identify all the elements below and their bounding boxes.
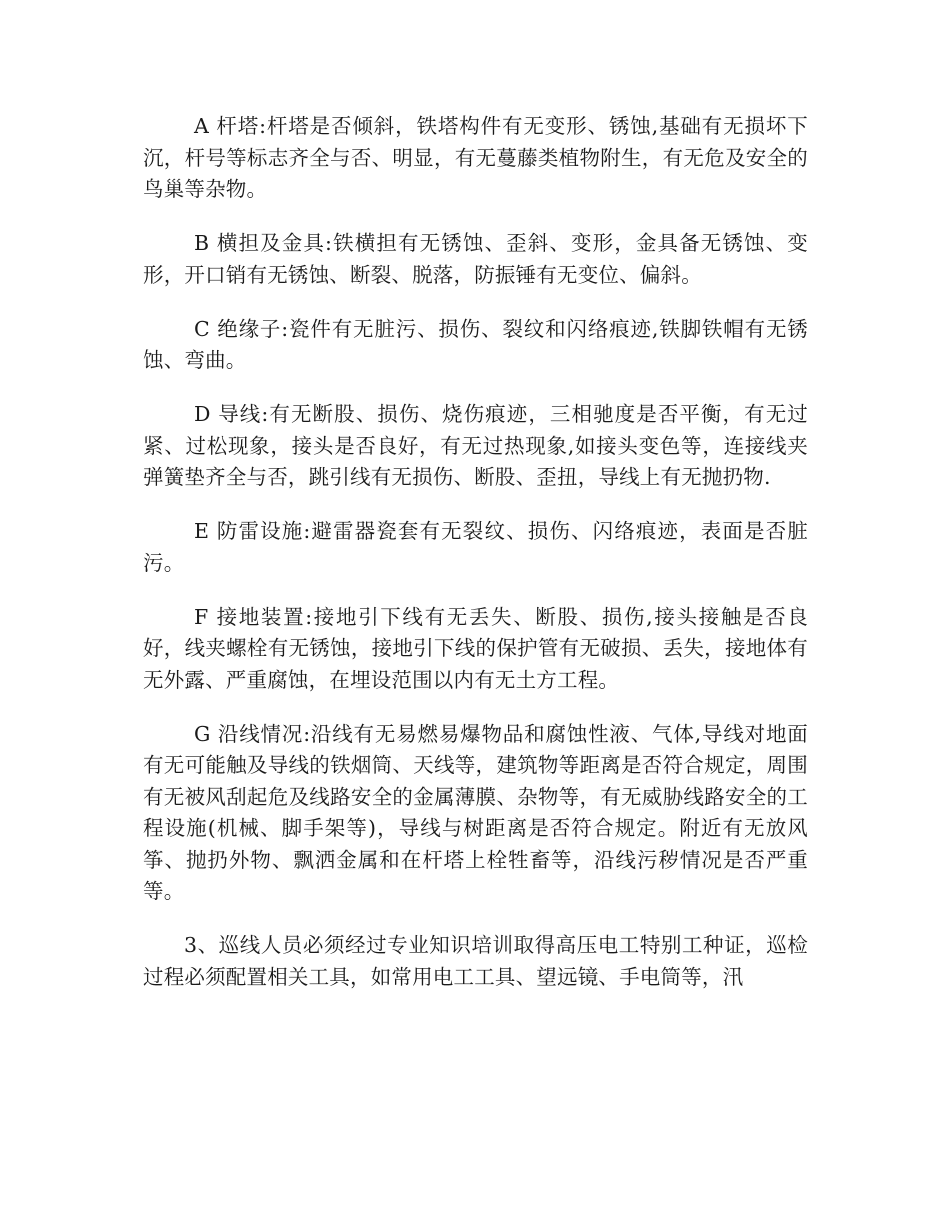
paragraph-insulator: C 绝缘子:瓷件有无脏污、损伤、裂纹和闪络痕迹,铁脚铁帽有无锈蚀、弯曲。	[143, 316, 808, 372]
paragraph-tower: A 杆塔:杆塔是否倾斜，铁塔构件有无变形、锈蚀,基础有无损坏下沉，杆号等标志齐全与否、明显，有无蔓藤类植物附生，有无危及安全的鸟巢等杂物。	[143, 114, 808, 201]
paragraph-grounding: F 接地装置:接地引下线有无丢失、断股、损伤,接头接触是否良好，线夹螺栓有无锈蚀，接地引下线的保护管有无破损、丢失，接地体有无外露、严重腐蚀，在埋设范围以内有无土方工程。	[143, 604, 808, 692]
paragraph-crossarm-fittings: B 横担及金具:铁横担有无锈蚀、歪斜、变形，金具备无锈蚀、变形，开口销有无锈蚀、断裂、脱落，防振锤有无变位、偏斜。	[143, 231, 808, 287]
paragraph-conductor: D 导线:有无断股、损伤、烧伤痕迹，三相驰度是否平衡，有无过紧、过松现象，接头是否良好，有无过热现象,如接头变色等，连接线夹弹簧垫齐全与否，跳引线有无损伤、断股、歪扭，导线上有无抛扔物.	[143, 402, 808, 489]
document-body	[143, 111, 808, 1016]
paragraph-patrol-personnel: 3、巡线人员必须经过专业知识培训取得高压电工特别工种证，巡检过程必须配置相关工具，如常用电工工具、望远镜、手电筒等，汛	[143, 933, 808, 989]
paragraph-line-surroundings: G 沿线情况:沿线有无易燃易爆物品和腐蚀性液、气体,导线对地面有无可能触及导线的铁烟筒、天线等，建筑物等距离是否符合规定，周围有无被风刮起危及线路安全的金属薄膜、杂物等，有无威胁线路安全的工程设施(机械、脚手架等)，导线与树距离是否符合规定。附近有无放风筝、抛扔外物、飘洒金属和在杆塔上栓牲畜等，沿线污秽情况是否严重等。	[143, 721, 808, 903]
paragraph-lightning-protection: E 防雷设施:避雷器瓷套有无裂纹、损伤、闪络痕迹，表面是否脏污。	[143, 519, 808, 575]
